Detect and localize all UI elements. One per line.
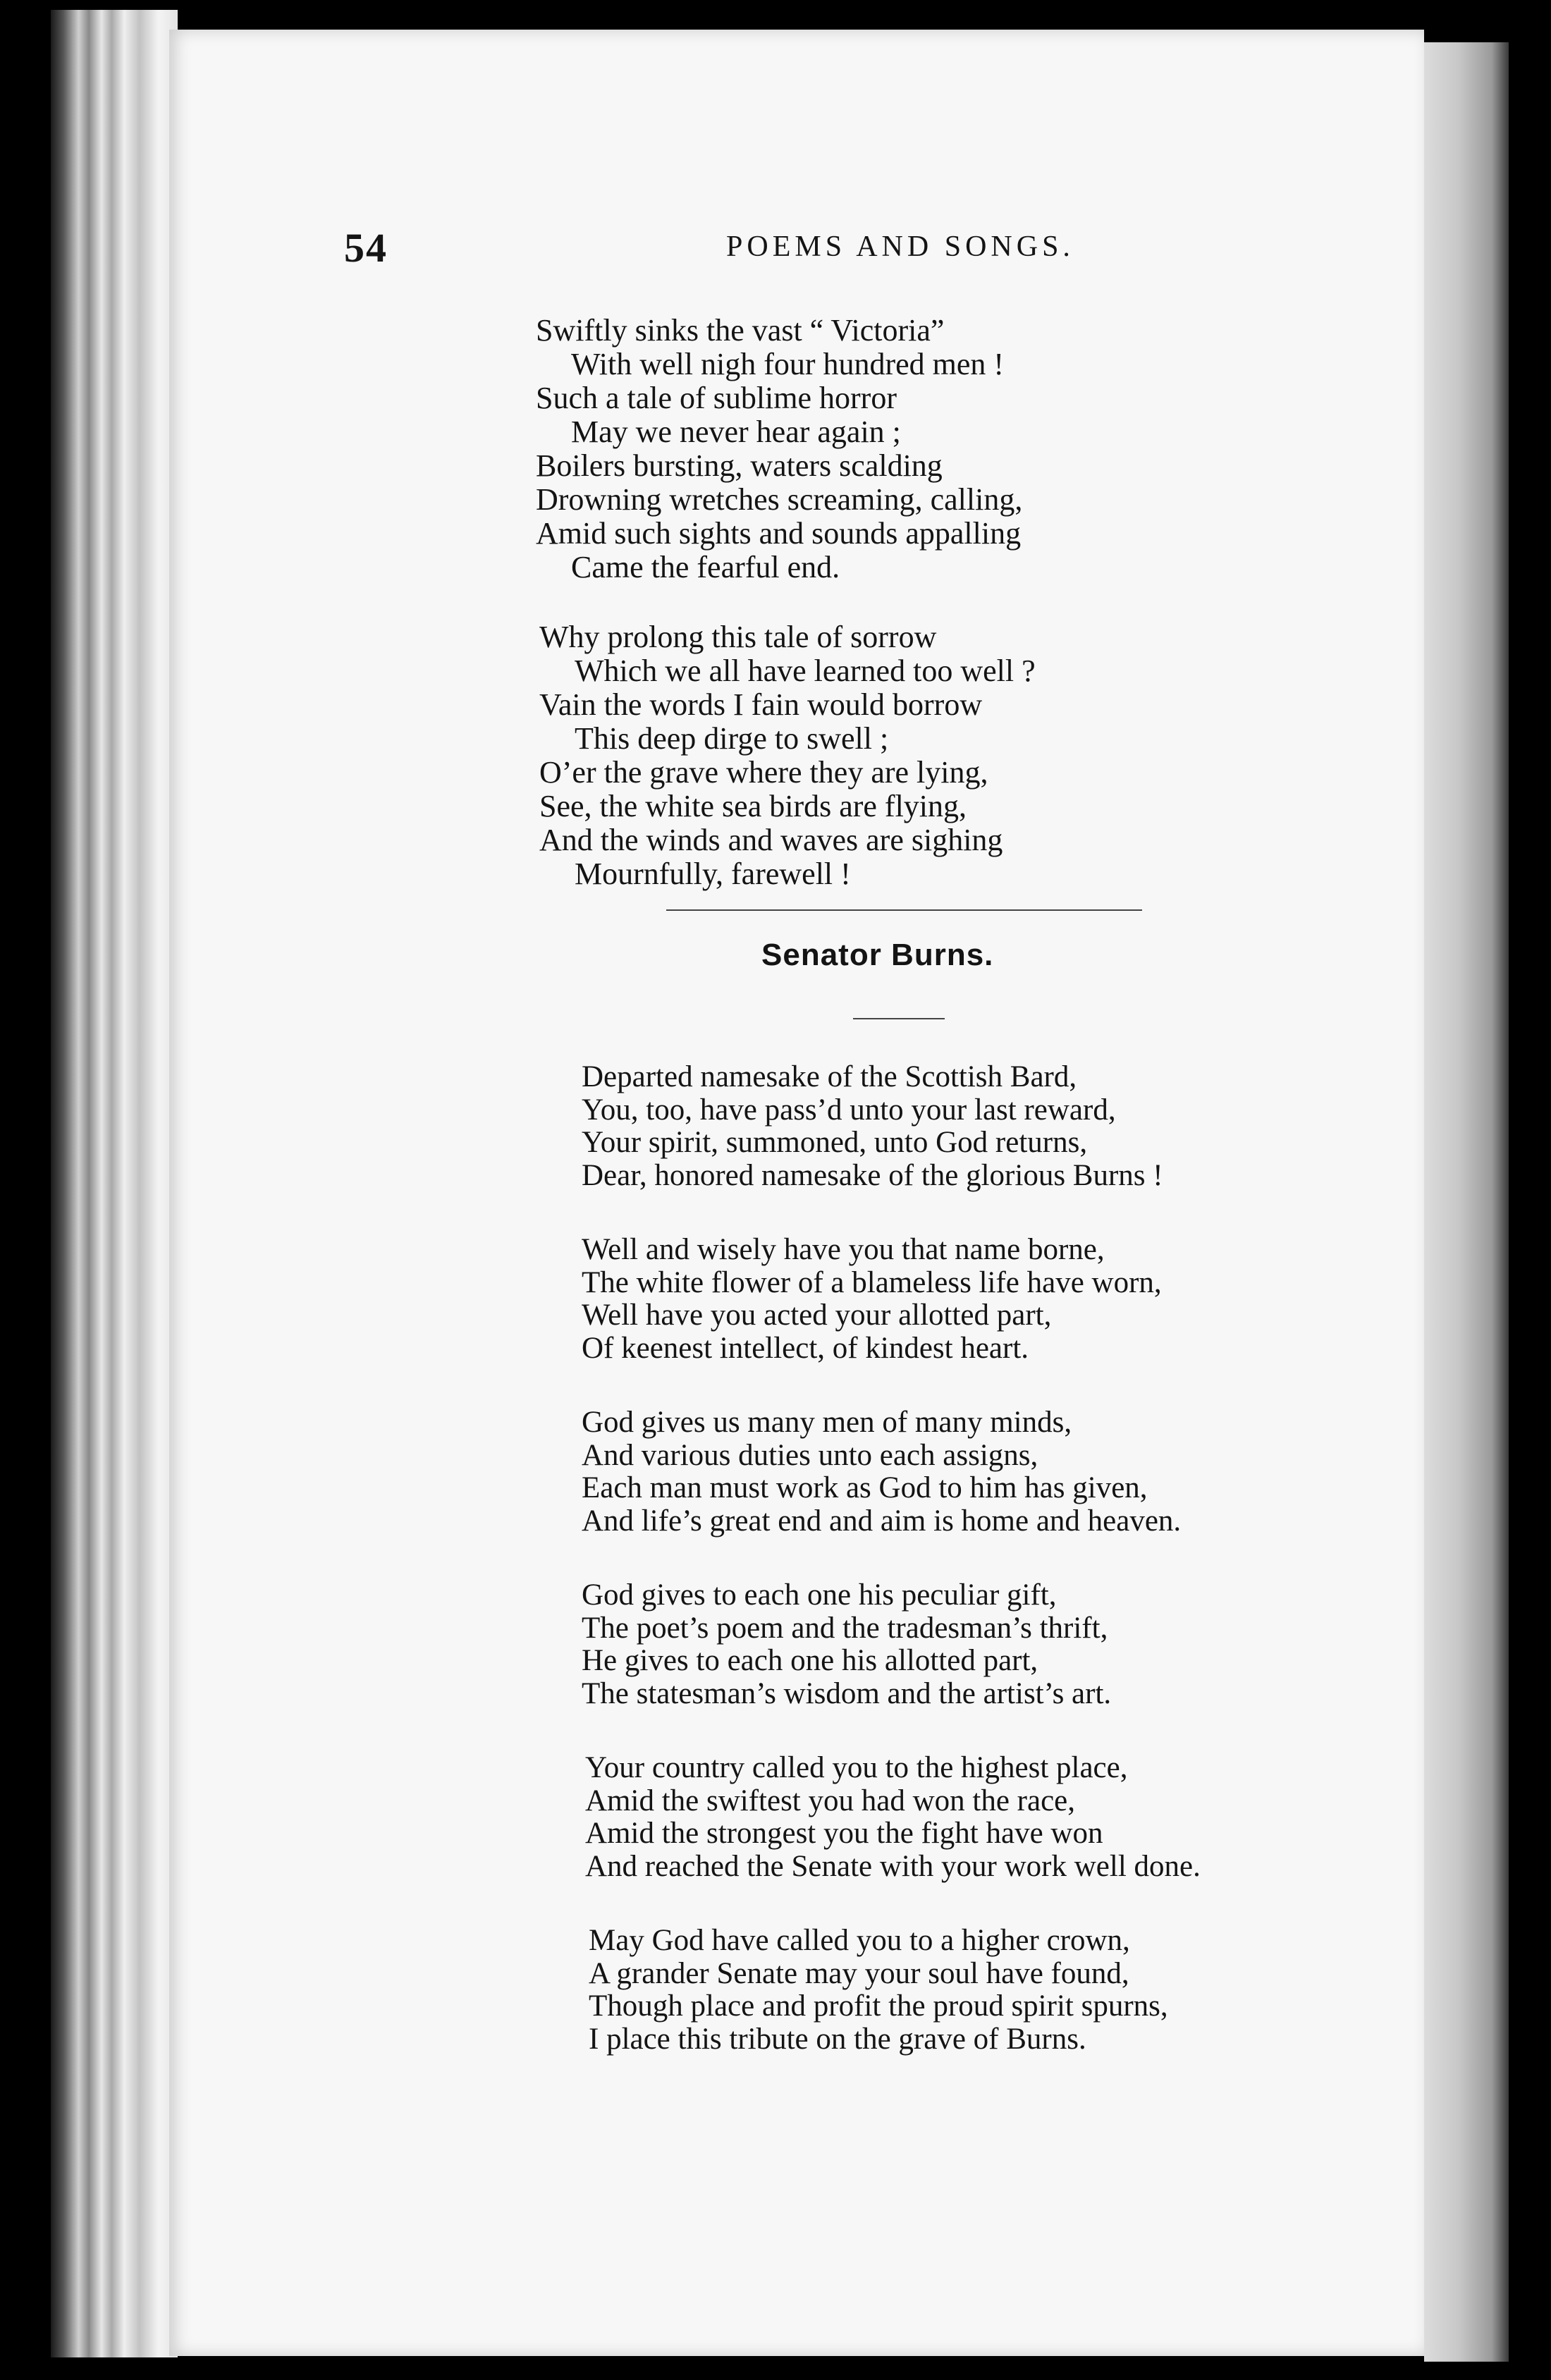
- verse-line: God gives to each one his peculiar gift,: [582, 1578, 1057, 1612]
- verse-line: Which we all have learned too well ?: [575, 654, 1036, 688]
- verse-line: O’er the grave where they are lying,: [539, 755, 988, 790]
- verse-line: You, too, have pass’d unto your last reward,: [582, 1093, 1116, 1127]
- stanza: [539, 620, 1036, 891]
- verse-line: Departed namesake of the Scottish Bard,: [582, 1060, 1077, 1093]
- verse-line: Drowning wretches screaming, calling,: [536, 482, 1023, 517]
- stanza: [582, 1579, 1111, 1710]
- verse-line: I place this tribute on the grave of Burns.: [589, 2022, 1086, 2056]
- section-divider: [666, 909, 1142, 911]
- verse-line: With well nigh four hundred men !: [571, 347, 1005, 381]
- verse-line: May we never hear again ;: [571, 415, 901, 449]
- verse-line: Amid the strongest you the fight have won: [585, 1817, 1103, 1850]
- verse-line: And reached the Senate with your work well done.: [585, 1849, 1201, 1883]
- verse-line: Why prolong this tale of sorrow: [539, 620, 937, 654]
- verse-line: Mournfully, farewell !: [575, 857, 851, 891]
- verse-line: Vain the words I fain would borrow: [539, 687, 983, 722]
- verse-line: And various duties unto each assigns,: [582, 1438, 1038, 1472]
- running-head: [0, 224, 1551, 281]
- verse-line: The white flower of a blameless life have worn,: [582, 1265, 1162, 1299]
- verse-line: Well and wisely have you that name borne,: [582, 1233, 1105, 1266]
- running-head-title: POEMS AND SONGS.: [726, 231, 1074, 263]
- verse-line: Though place and profit the proud spirit spurns,: [589, 1989, 1168, 2023]
- verse-line: God gives us many men of many minds,: [582, 1406, 1072, 1439]
- verse-line: Dear, honored namesake of the glorious Burns !: [582, 1158, 1163, 1192]
- verse-line: Your country called you to the highest place,: [585, 1751, 1128, 1784]
- verse-line: Each man must work as God to him has given,: [582, 1471, 1148, 1504]
- verse-line: And life’s great end and aim is home and heaven.: [582, 1504, 1182, 1538]
- stanza: [582, 1406, 1181, 1538]
- verse-line: Came the fearful end.: [571, 550, 840, 584]
- verse-line: Such a tale of sublime horror: [536, 381, 897, 415]
- verse-line: See, the white sea birds are flying,: [539, 789, 967, 823]
- verse-line: The poet’s poem and the tradesman’s thrift,: [582, 1611, 1108, 1645]
- poem-title: Senator Burns.: [761, 938, 994, 972]
- verse-line: The statesman’s wisdom and the artist’s art.: [582, 1676, 1112, 1710]
- verse-line: May God have called you to a higher crown,: [589, 1924, 1130, 1957]
- verse-line: A grander Senate may your soul have found,: [589, 1956, 1129, 1990]
- page-number: 54: [344, 225, 388, 271]
- stanza: [589, 1925, 1168, 2056]
- verse-line: And the winds and waves are sighing: [539, 823, 1003, 857]
- verse-line: This deep dirge to swell ;: [575, 721, 889, 756]
- stanza: [582, 1234, 1162, 1365]
- verse-line: Amid such sights and sounds appalling: [536, 516, 1022, 551]
- verse-line: Your spirit, summoned, unto God returns,: [582, 1126, 1088, 1159]
- stanza: [582, 1061, 1163, 1192]
- stanza: [536, 314, 1022, 584]
- verse-line: Swiftly sinks the vast “ Victoria”: [536, 313, 945, 348]
- verse-line: Boilers bursting, waters scalding: [536, 448, 943, 483]
- verse-line: Well have you acted your allotted part,: [582, 1299, 1052, 1332]
- stanza: [585, 1752, 1201, 1883]
- title-divider: [853, 1018, 945, 1019]
- verse-line: Amid the swiftest you had won the race,: [585, 1784, 1075, 1817]
- verse-line: He gives to each one his allotted part,: [582, 1644, 1038, 1677]
- verse-line: Of keenest intellect, of kindest heart.: [582, 1331, 1029, 1365]
